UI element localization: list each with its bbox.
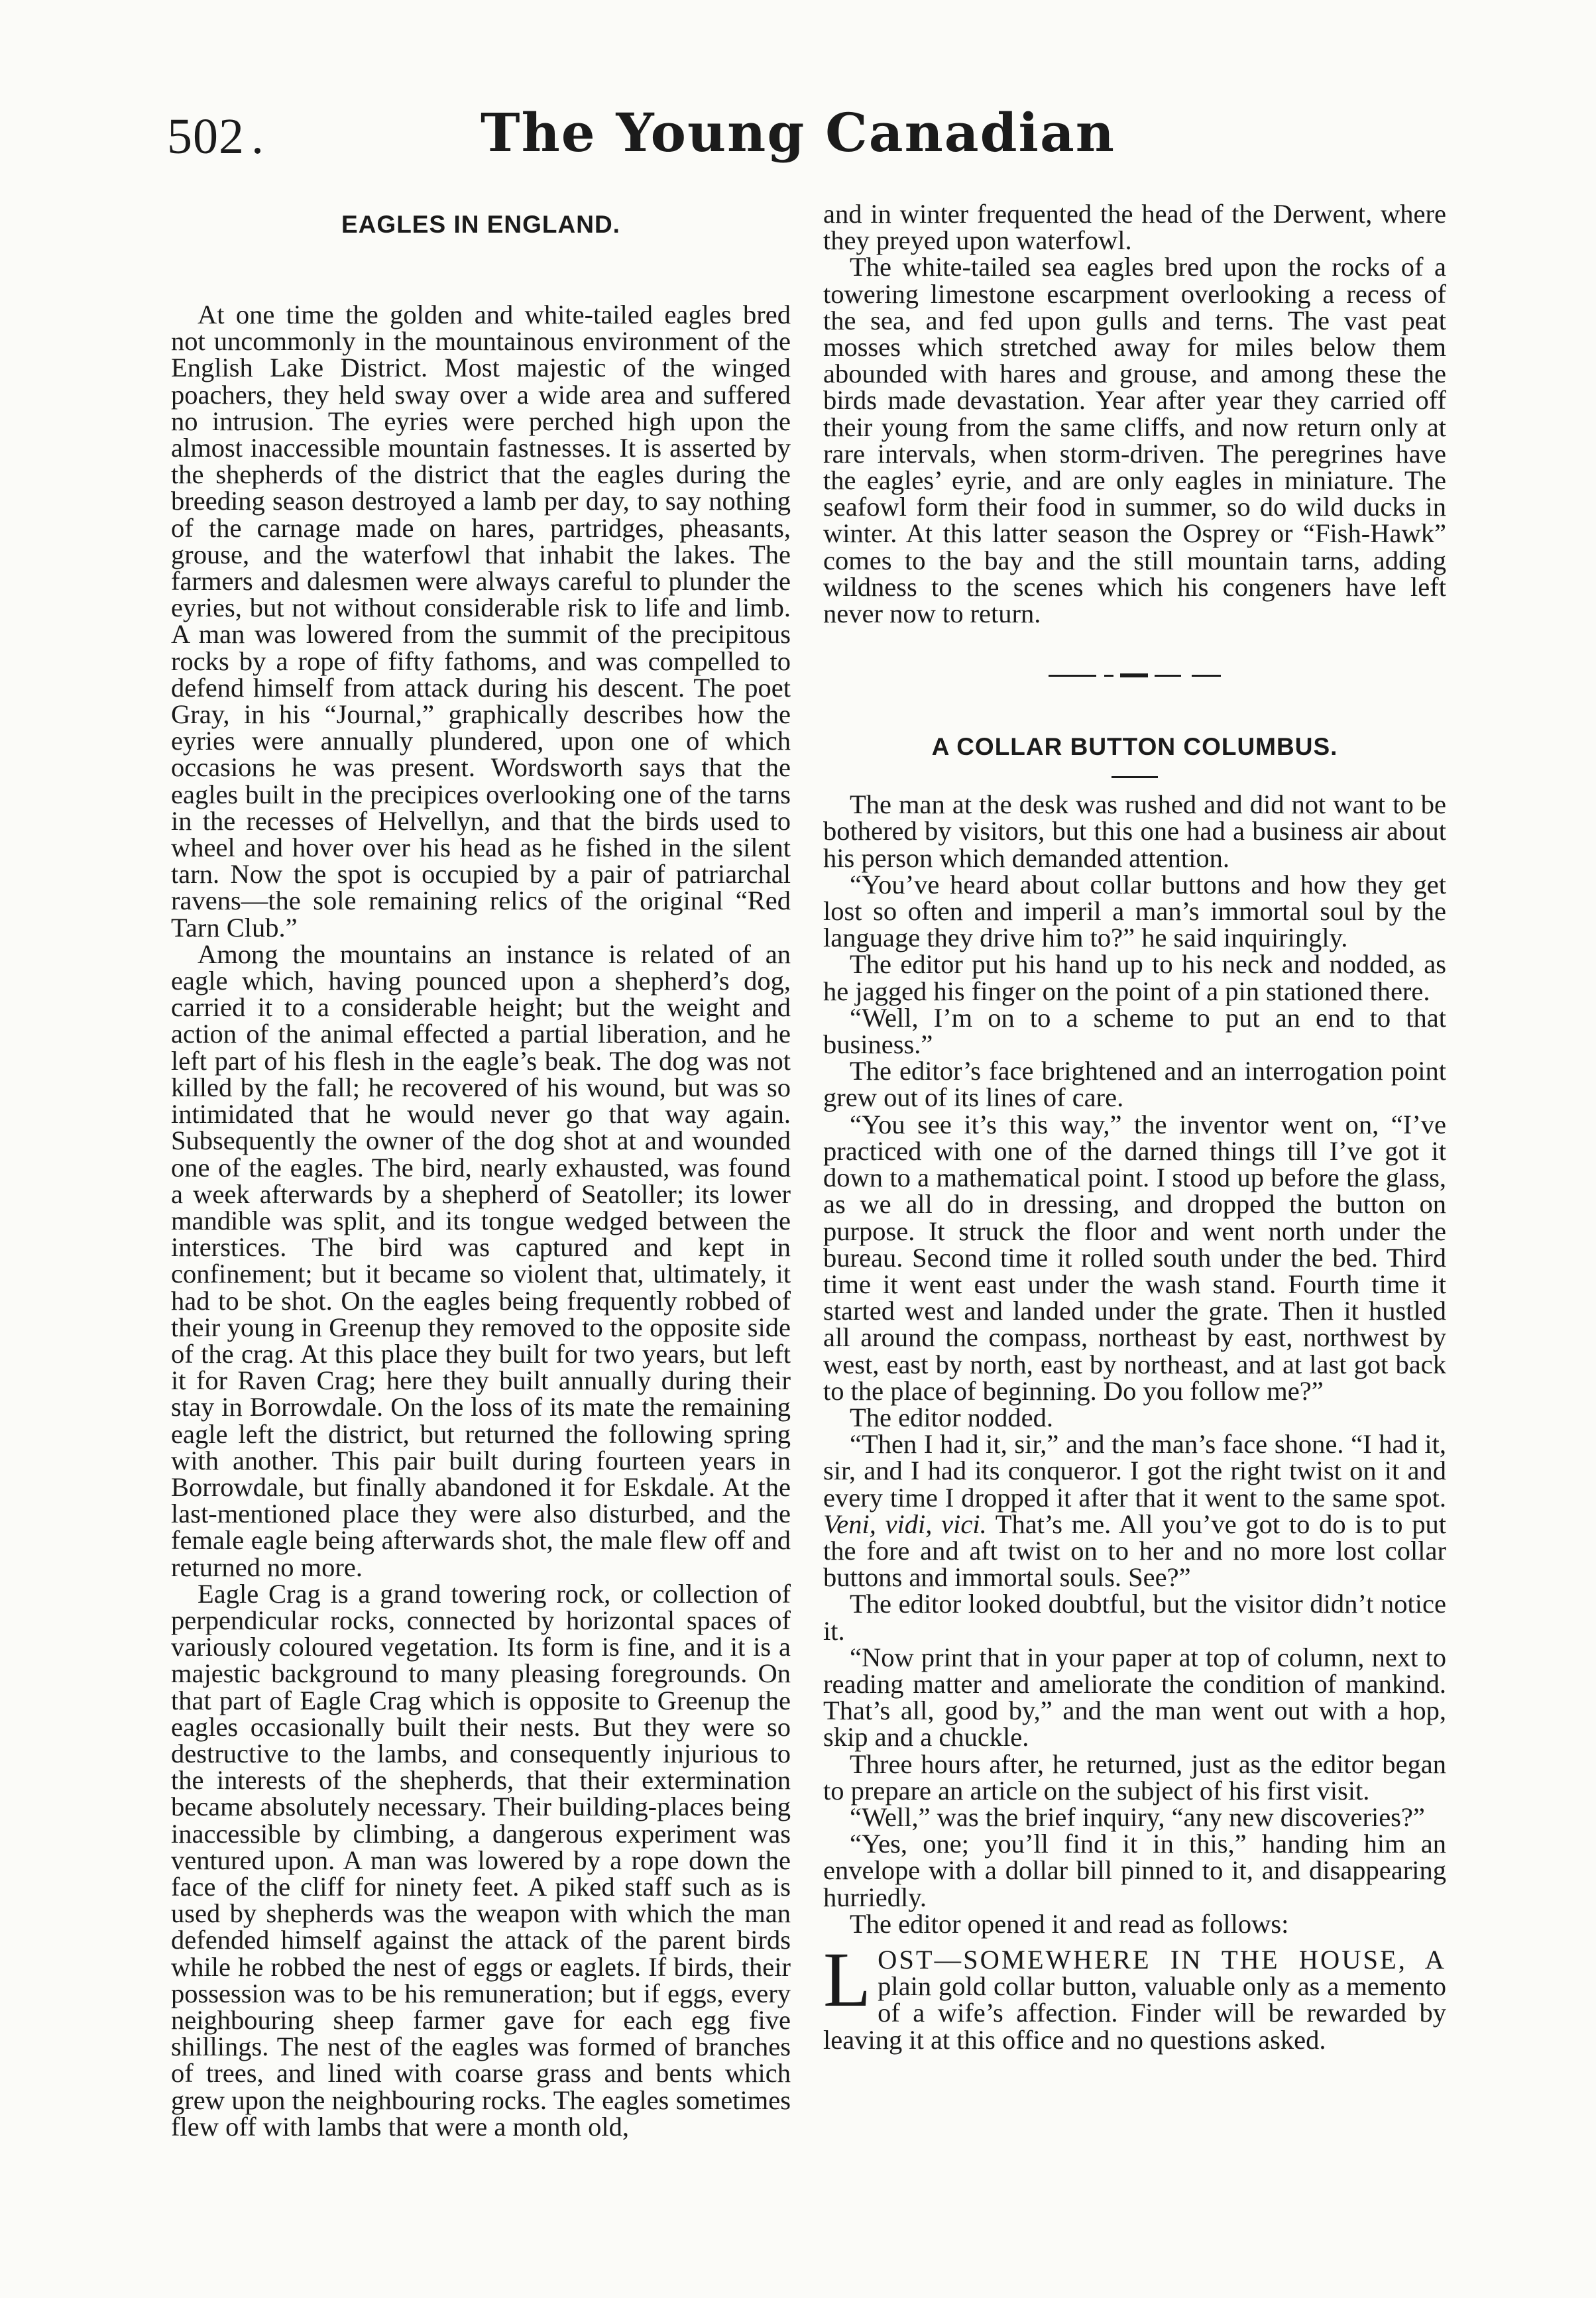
- page-number-mark: .: [251, 109, 264, 164]
- lost-notice-advert: [823, 1935, 1446, 2055]
- article-paragraph: “Well,” was the brief inquiry, “any new discoveries?”: [850, 1802, 1425, 1832]
- article-paragraph: “Yes, one; you’ll find it in this,” handing him an envelope with a dollar bill pinned to it, and disappearing hurriedly.: [823, 1829, 1446, 1912]
- article-paragraph: “You see it’s this way,” the inventor went on, “I’ve practiced with one of the darned things till I’ve got it down to a mathematical point. I stood up before the glass, as we all do in dressing, and dropped the button on purpose. It struck the floor and went north under the bureau. Second time it rolled south under the bed. Third time it went east under the wash stand. Fourth time it started west and landed under the grate. Then it hustled all around the compass, northeast by east, northwest by west, east by north, east by northeast, and at last got back to the place of beginning. Do you follow me?”: [823, 1109, 1446, 1406]
- article-paragraph: “Well, I’m on to a scheme to put an end to that business.”: [823, 1002, 1446, 1060]
- article-paragraph: The editor put his hand up to his neck and nodded, as he jagged his finger on the point of a pin stationed there.: [823, 949, 1446, 1006]
- article-paragraph: At one time the golden and white-tailed eagles bred not uncommonly in the mountainous environment of the English Lake District. Most majestic of the winged poachers, they held sway over a wide area and suffered no intrusion. The eyries were perched high upon the almost inaccessible mountain fastnesses. It is asserted by the shepherds of the district that the eagles during the breeding season destroyed a lamb per day, to say nothing of the carnage made on hares, partridges, pheasants, grouse, and the waterfowl that inhabit the lakes. The farmers and dalesmen were always careful to plunder the eyries, but not without considerable risk to life and limb. A man was lowered from the summit of the precipitous rocks by a rope of fifty fathoms, and was compelled to defend himself from attack during his descent. The poet Gray, in his “Journal,” graphically describes how the eyries were annually plundered, upon one of which occasions he was present. Wordsworth says that the eagles built in the precipices overlooking one of the tarns in the recesses of Helvellyn, and that the birds used to wheel and hover over his head as he fished in the silent tarn. Now the spot is occupied by a pair of patriarchal ravens—the sole remaining relics of the original “Red Tarn Club.”: [171, 300, 791, 943]
- article-title-eagles: EAGLES IN ENGLAND.: [341, 211, 620, 238]
- article-paragraph: “You’ve heard about collar buttons and how they get lost so often and imperil a man’s immortal soul by the language they drive him to?” he said inquiringly.: [823, 869, 1446, 953]
- latin-phrase: Veni, vidi, vici.: [823, 1509, 987, 1539]
- drop-cap-letter: L: [823, 1935, 872, 2023]
- publication-masthead: The Young Canadian: [481, 101, 1115, 164]
- article-paragraph: The editor’s face brightened and an interrogation point grew out of its lines of care.: [823, 1056, 1446, 1113]
- advert-body-text: plain gold collar button, valuable only as a memento of a wife’s affection. Finder will be rewarded by leaving it at this office and no questions asked.: [823, 1971, 1446, 2055]
- article-paragraph: The editor looked doubtful, but the visitor didn’t notice it.: [823, 1589, 1446, 1646]
- article-paragraph: The man at the desk was rushed and did not want to be bothered by visitors, but this one had a business air about his person which demanded attention.: [823, 789, 1446, 873]
- article-title-collar-button: A COLLAR BUTTON COLUMBUS.: [931, 733, 1338, 761]
- article-paragraph: Among the mountains an instance is related of an eagle which, having pounced upon a shepherd’s dog, carried it to a considerable height; but the weight and action of the animal effected a partial liberation, and he left part of his flesh in the eagle’s beak. The dog was not killed by the fall; he recovered of his wound, but was so intimidated that he would never go that way again. Subsequently the owner of the dog shot at and wounded one of the eagles. The bird, nearly exhausted, was found a week afterwards by a shepherd of Seatoller; its lower mandible was split, and its tongue wedged between the interstices. The bird was captured and kept in confinement; but it became so violent that, ultimately, it had to be shot. On the eagles being frequently robbed of their young in Greenup they removed to the opposite side of the crag. At this place they built for two years, but left it for Raven Crag; here they built annually during their stay in Borrowdale. On the loss of its mate the remaining eagle left the district, but returned the following spring with another. This pair built during fourteen years in Borrowdale, but finally abandoned it for Eskdale. At the last-mentioned place they were also disturbed, and the female eagle being afterwards shot, the male flew off and returned no more.: [171, 939, 791, 1582]
- article-paragraph-with-latin: [823, 1431, 1446, 1591]
- right-column: [823, 201, 1446, 2053]
- advert-lead-text: OST—SOMEWHERE IN THE HOUSE, A: [878, 1944, 1446, 1975]
- dialogue-text: That’s me. All you’ve got to do is to put the fore and aft twist on to her and no more lost collar buttons and immortal souls. See?”: [823, 1509, 1446, 1593]
- article-paragraph: The white-tailed sea eagles bred upon the rocks of a towering limestone escarpment overlooking a recess of the sea, and fed upon gulls and terns. The vast peat mosses which stretched away for miles below them abounded with hares and grouse, and among these the birds made devastation. Year after year they carried off their young from the same cliffs, and now return only at rare intervals, when storm-driven. The peregrines have the eagles’ eyrie, and are only eagles in miniature. The seafowl form their food in summer, so do wild ducks in winter. At this latter season the Osprey or “Fish-Hawk” comes to the bay and the still mountain tarns, adding wildness to the scenes which his congeners have left never now to return.: [823, 252, 1446, 629]
- article-paragraph: Eagle Crag is a grand towering rock, or collection of perpendicular rocks, connected by horizontal spaces of variously coloured vegetation. Its form is fine, and it is a majestic background to many pleasing foregrounds. On that part of Eagle Crag which is opposite to Greenup the eagles occasionally built their nests. But they were so destructive to the lambs, and consequently injurious to the interests of the shepherds, that their extermination became absolutely necessary. Their building-places being inaccessible by climbing, a dangerous experiment was ventured upon. A man was lowered by a rope down the face of the cliff for ninety feet. A piked staff such as is used by shepherds was the weapon with which the man defended himself against the attack of the parent birds while he robbed the nest of eggs or eaglets. If birds, their possession was to be his remuneration; but if eggs, every neighbouring sheep farmer gave for each egg five shillings. The nest of the eagles was formed of branches of trees, and lined with coarse grass and bents which grew upon the neighbouring rocks. The eagles sometimes flew off with lambs that were a month old,: [171, 1578, 791, 2142]
- page-number-value: 502: [167, 109, 245, 164]
- article-paragraph: The editor opened it and read as follows:: [850, 1908, 1289, 1939]
- article-paragraph: Three hours after, he returned, just as the editor began to prepare an article on the subject of his first visit.: [823, 1749, 1446, 1806]
- section-divider-ornament: [1049, 671, 1221, 680]
- article-paragraph: The editor nodded.: [850, 1402, 1054, 1432]
- article-paragraph: “Now print that in your paper at top of column, next to reading matter and ameliorate the condition of mankind. That’s all, good by,” and the man went out with a hop, skip and a chuckle.: [823, 1642, 1446, 1752]
- dialogue-text: “Then I had it, sir,” and the man’s face shone. “I had it, sir, and I had its conqueror. I got the right twist on it and every time I dropped it after that it went to the same spot.: [823, 1429, 1446, 1513]
- left-column: [171, 202, 791, 2140]
- article-paragraph-continued: and in winter frequented the head of the Derwent, where they preyed upon waterfowl.: [823, 199, 1446, 256]
- title-underline-rule: [1112, 776, 1158, 778]
